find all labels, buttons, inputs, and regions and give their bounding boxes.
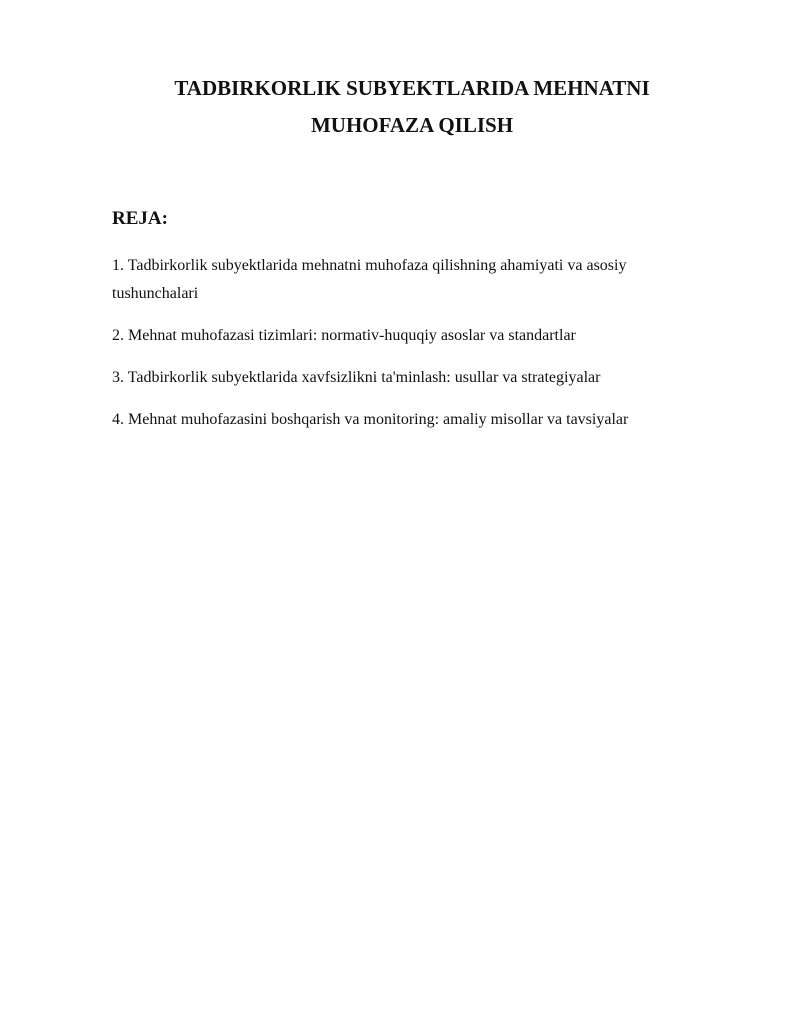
title-line-1: TADBIRKORLIK SUBYEKTLARIDA MEHNATNI <box>174 76 650 100</box>
title-line-2: MUHOFAZA QILISH <box>310 113 514 137</box>
plan-item-2: 2. Mehnat muhofazasi tizimlari: normativ-huquqiy asoslar va standartlar <box>112 327 576 344</box>
document-title <box>112 70 712 144</box>
plan-item-4: 4. Mehnat muhofazasini boshqarish va monitoring: amaliy misollar va tavsiyalar <box>112 411 629 428</box>
plan-heading: REJA: <box>112 208 168 229</box>
plan-item-3: 3. Tadbirkorlik subyektlarida xavfsizlikni ta'minlash: usullar va strategiyalar <box>112 369 601 386</box>
plan-item-1: 1. Tadbirkorlik subyektlarida mehnatni muhofaza qilishning ahamiyati va asosiy tushunchalari <box>112 257 627 302</box>
plan-list <box>112 252 712 448</box>
